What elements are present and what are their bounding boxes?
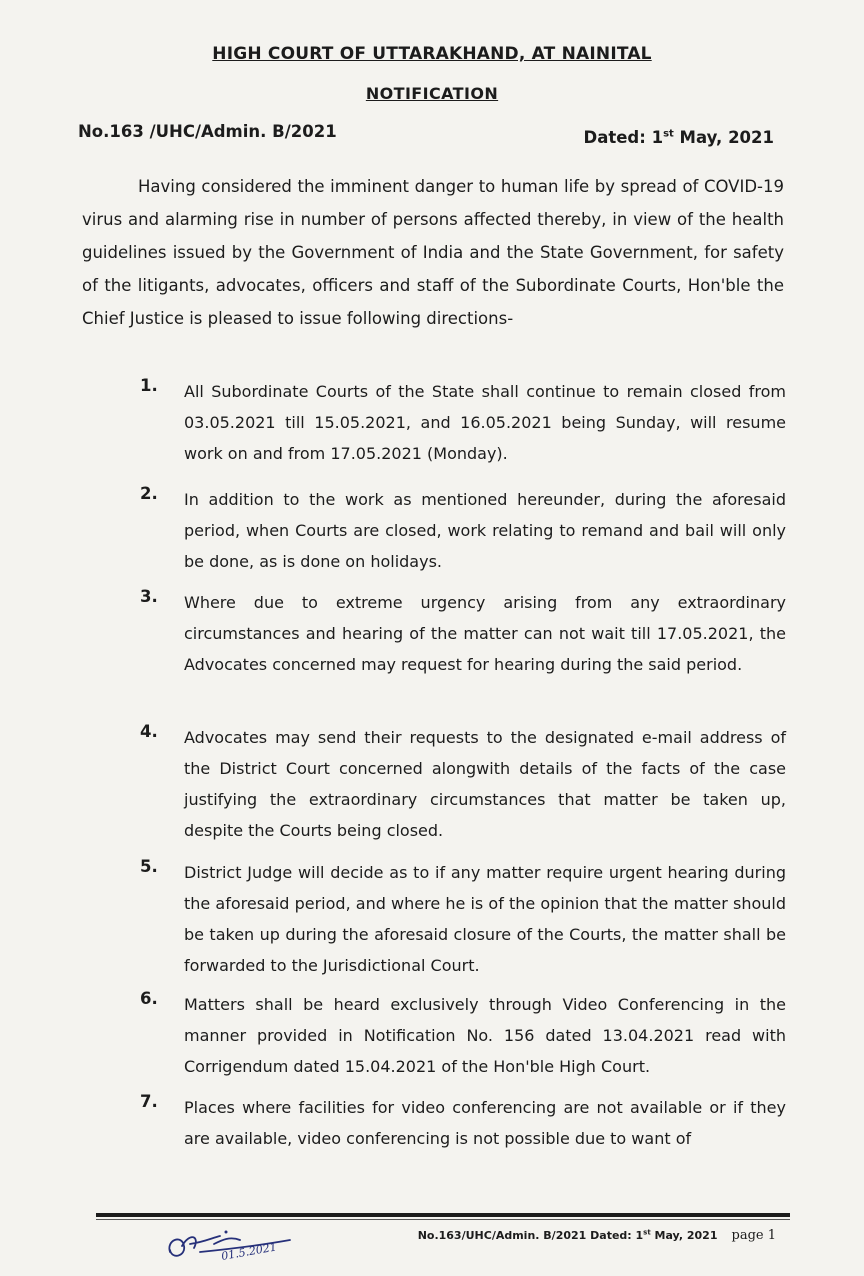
direction-text: Advocates may send their requests to the designated e-mail address of the District Court concerned alongwith details of the facts of the case justifying the extraordinary circumstances that matter be taken up, despite the Courts being closed. xyxy=(184,728,786,840)
direction-number: 6. xyxy=(140,989,158,1008)
date-superscript: st xyxy=(663,128,674,140)
footer-ref-suffix: May, 2021 xyxy=(650,1229,718,1242)
direction-number: 1. xyxy=(140,376,158,395)
handwritten-signature xyxy=(160,1222,300,1266)
direction-text: Where due to extreme urgency arising from any extraordinary circumstances and hearing of the matter can not wait till 17.05.2021, the Advocates concerned may request for hearing during the said period. xyxy=(184,593,786,674)
notification-number: No.163 /UHC/Admin. B/2021 xyxy=(78,122,337,141)
footer-ref-prefix: No.163/UHC/Admin. B/2021 Dated: 1 xyxy=(417,1229,644,1242)
direction-number: 2. xyxy=(140,484,158,503)
signature-date: 01.5.2021 xyxy=(220,1240,278,1263)
footer-reference xyxy=(418,1228,776,1243)
court-heading: HIGH COURT OF UTTARAKHAND, AT NAINITAL xyxy=(212,44,652,64)
page-number: page 1 xyxy=(731,1228,776,1243)
direction-number: 3. xyxy=(140,587,158,606)
direction-text: Matters shall be heard exclusively through Video Conferencing in the manner provided in Notification No. 156 dated 13.04.2021 read with Corrigendum dated 15.04.2021 of the Hon'ble High Court. xyxy=(184,995,786,1076)
direction-text: Places where facilities for video conferencing are not available or if they are available, video conferencing is not possible due to want of xyxy=(184,1098,786,1148)
footer-ref-superscript: st xyxy=(643,1228,651,1237)
direction-text: All Subordinate Courts of the State shall continue to remain closed from 03.05.2021 till 15.05.2021, and 16.05.2021 being Sunday, will resume work on and from 17.05.2021 (Monday). xyxy=(184,382,786,463)
footer-divider-thin xyxy=(96,1219,790,1220)
footer-divider xyxy=(96,1213,790,1217)
date-prefix: Dated: 1 xyxy=(583,128,664,147)
notification-heading: NOTIFICATION xyxy=(365,84,499,103)
direction-number: 4. xyxy=(140,722,158,741)
direction-text: District Judge will decide as to if any matter require urgent hearing during the aforesaid period, and where he is of the opinion that the matter should be taken up during the aforesaid closure of the Courts, the matter shall be forwarded to the Jurisdictional Court. xyxy=(184,863,786,975)
notification-date xyxy=(584,128,774,147)
direction-number: 7. xyxy=(140,1092,158,1111)
date-suffix: May, 2021 xyxy=(673,128,774,147)
intro-paragraph: Having considered the imminent danger to human life by spread of COVID-19 virus and alarming rise in number of persons affected thereby, in view of the health guidelines issued by the Government of India and the State Government, for safety of the litigants, advocates, officers and staff of the Subordinate Courts, Hon'ble the Chief Justice is pleased to issue following directions- xyxy=(82,177,784,328)
direction-text: In addition to the work as mentioned hereunder, during the aforesaid period, when Courts are closed, work relating to remand and bail will only be done, as is done on holidays. xyxy=(184,490,786,571)
direction-number: 5. xyxy=(140,857,158,876)
